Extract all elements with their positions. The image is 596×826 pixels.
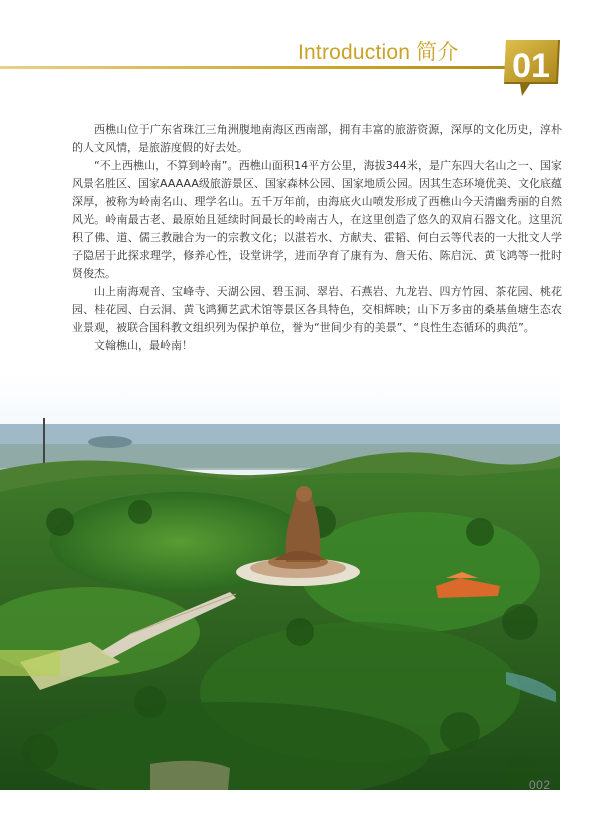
paragraph-slogan: 文翰樵山，最岭南！ [94, 339, 193, 352]
paragraph-history: “不上西樵山，不算到岭南”。西樵山面积14平方公里，海拔344米，是广东四大名山之一、国家风景名胜区、国家AAAAA级旅游景区、国家森林公园、国家地质公园。因其生态环境优美、文化底蕴深厚，被称为岭南名山、理学名山。五千万年前，由海底火山喷发形成了西樵山今天清幽秀丽的自然风光。岭南最古老、最原始且延续时间最长的岭南古人，在这里创造了悠久的双肩石器文化。这里沉积了佛、道、儒三教融合为一的宗教文化；以湛若水、方献夫、霍韬、何白云等代表的一大批文人学子隐居于此探求理学，修养心性，设堂讲学，进而孕育了康有为、詹天佑、陈启沅、黄飞鸿等一批时贤俊杰。 [72, 159, 562, 280]
paragraph-intro: 西樵山位于广东省珠江三角洲腹地南海区西南部，拥有丰富的旅游资源，深厚的文化历史，淳朴的人文风情，是旅游度假的好去处。 [72, 123, 562, 154]
chapter-number: 01 [512, 47, 550, 85]
article-body [72, 121, 562, 355]
chapter-badge [500, 40, 562, 96]
header-divider [0, 66, 512, 69]
page-header [0, 0, 596, 100]
page-number: 002 [529, 778, 551, 792]
xiqiao-mountain-photo [0, 372, 560, 790]
section-title: Introduction 简介 [298, 41, 459, 64]
paragraph-attractions: 山上南海观音、宝峰寺、天湖公园、碧玉洞、翠岩、石燕岩、九龙岩、四方竹园、茶花园、桃花园、桂花园、白云洞、黄飞鸿狮艺武术馆等景区各具特色，交相辉映；山下万多亩的桑基鱼塘生态农业景观，被联合国科教文组织列为保护单位，誉为“世间少有的美景”、“良性生态循环的典范”。 [72, 285, 562, 334]
landscape-photo [0, 372, 560, 790]
